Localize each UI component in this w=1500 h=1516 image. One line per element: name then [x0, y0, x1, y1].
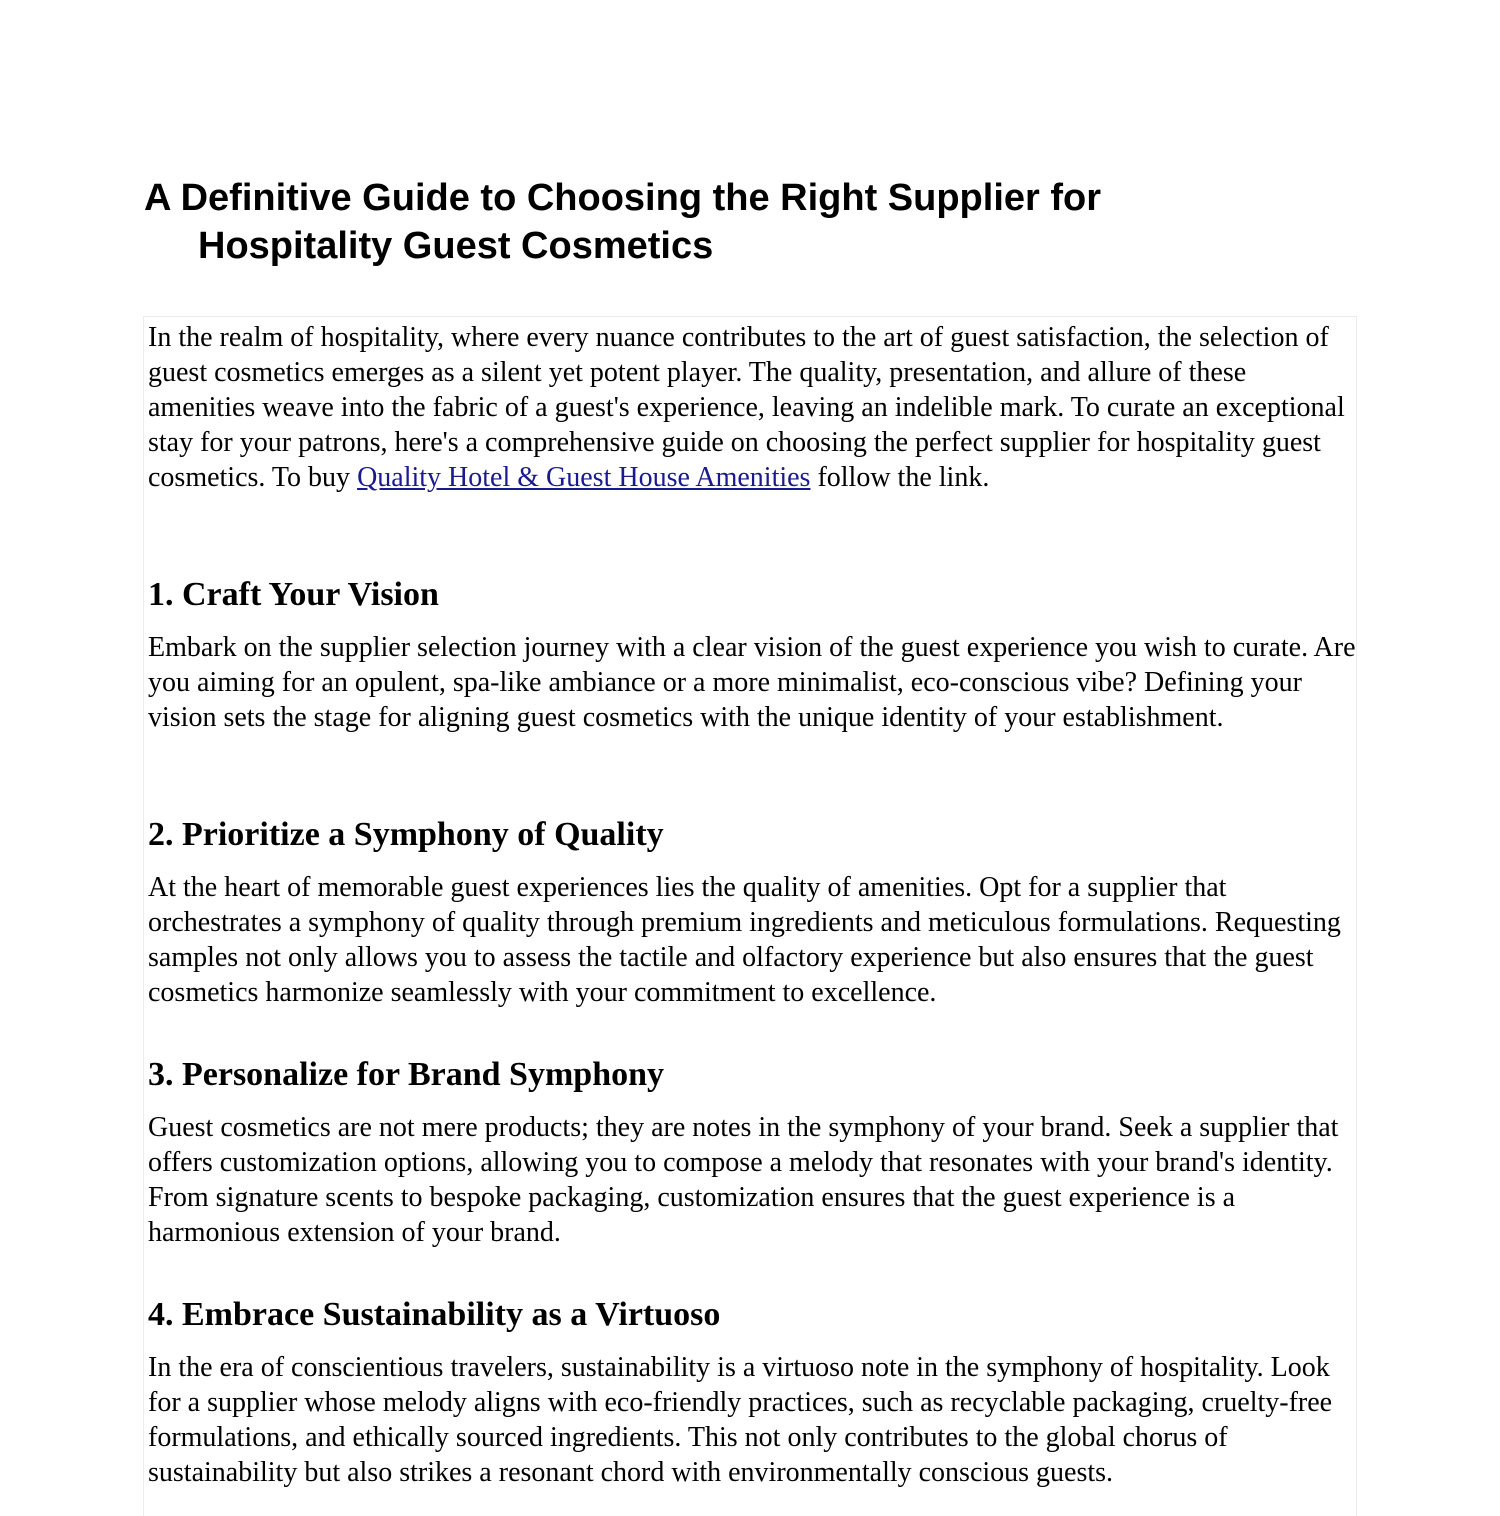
section-heading-1: 1. Craft Your Vision	[148, 576, 439, 613]
intro-text-end: follow the link.	[810, 462, 990, 493]
section-body-4: In the era of conscientious travelers, sustainability is a virtuoso note in the symphony of hospitality. Look for a supplier whose melody aligns with eco-friendly practices, such as recyclable packaging, cruelty-free formulations, and ethically sourced ingredients. This not only contributes to the global chorus of sustainability but also strikes a resonant chord with environmentally conscious guests.	[148, 1352, 1333, 1488]
document-title-line1: A Definitive Guide to Choosing the Right Supplier for	[144, 177, 1102, 219]
intro-text: In the realm of hospitality, where every nuance contributes to the art of guest satisfaction, the selection of guest cosmetics emerges as a silent yet potent player. The quality, presentation, and allure of these amenities weave into the fabric of a guest's experience, leaving an indelible mark. To curate an exceptional stay for your patrons, here's a comprehensive guide on choosing the perfect supplier for hospitality guest cosmetics. To buy	[148, 322, 1345, 493]
amenities-link[interactable]: Quality Hotel & Guest House Amenities	[357, 462, 811, 493]
section-body-3: Guest cosmetics are not mere products; they are notes in the symphony of your brand. Seek a supplier that offers customization options, allowing you to compose a melody that resonates with your brand's identity. From signature scents to bespoke packaging, customization ensures that the guest experience is a harmonious extension of your brand.	[148, 1112, 1339, 1248]
section-heading-2: 2. Prioritize a Symphony of Quality	[148, 816, 664, 853]
intro-paragraph	[148, 320, 1358, 495]
document-title-line2: Hospitality Guest Cosmetics	[198, 225, 714, 267]
section-body-1: Embark on the supplier selection journey with a clear vision of the guest experience you wish to curate. Are you aiming for an opulent, spa-like ambiance or a more minimalist, eco-conscious vibe? Defining your vision sets the stage for aligning guest cosmetics with the unique identity of your establishment.	[148, 632, 1356, 733]
section-heading-3: 3. Personalize for Brand Symphony	[148, 1056, 665, 1093]
document-title	[144, 174, 1324, 270]
section-heading-4: 4. Embrace Sustainability as a Virtuoso	[148, 1296, 721, 1333]
section-body-2: At the heart of memorable guest experiences lies the quality of amenities. Opt for a supplier that orchestrates a symphony of quality through premium ingredients and meticulous formulations. Requesting samples not only allows you to assess the tactile and olfactory experience but also ensures that the guest cosmetics harmonize seamlessly with your commitment to excellence.	[148, 872, 1341, 1008]
